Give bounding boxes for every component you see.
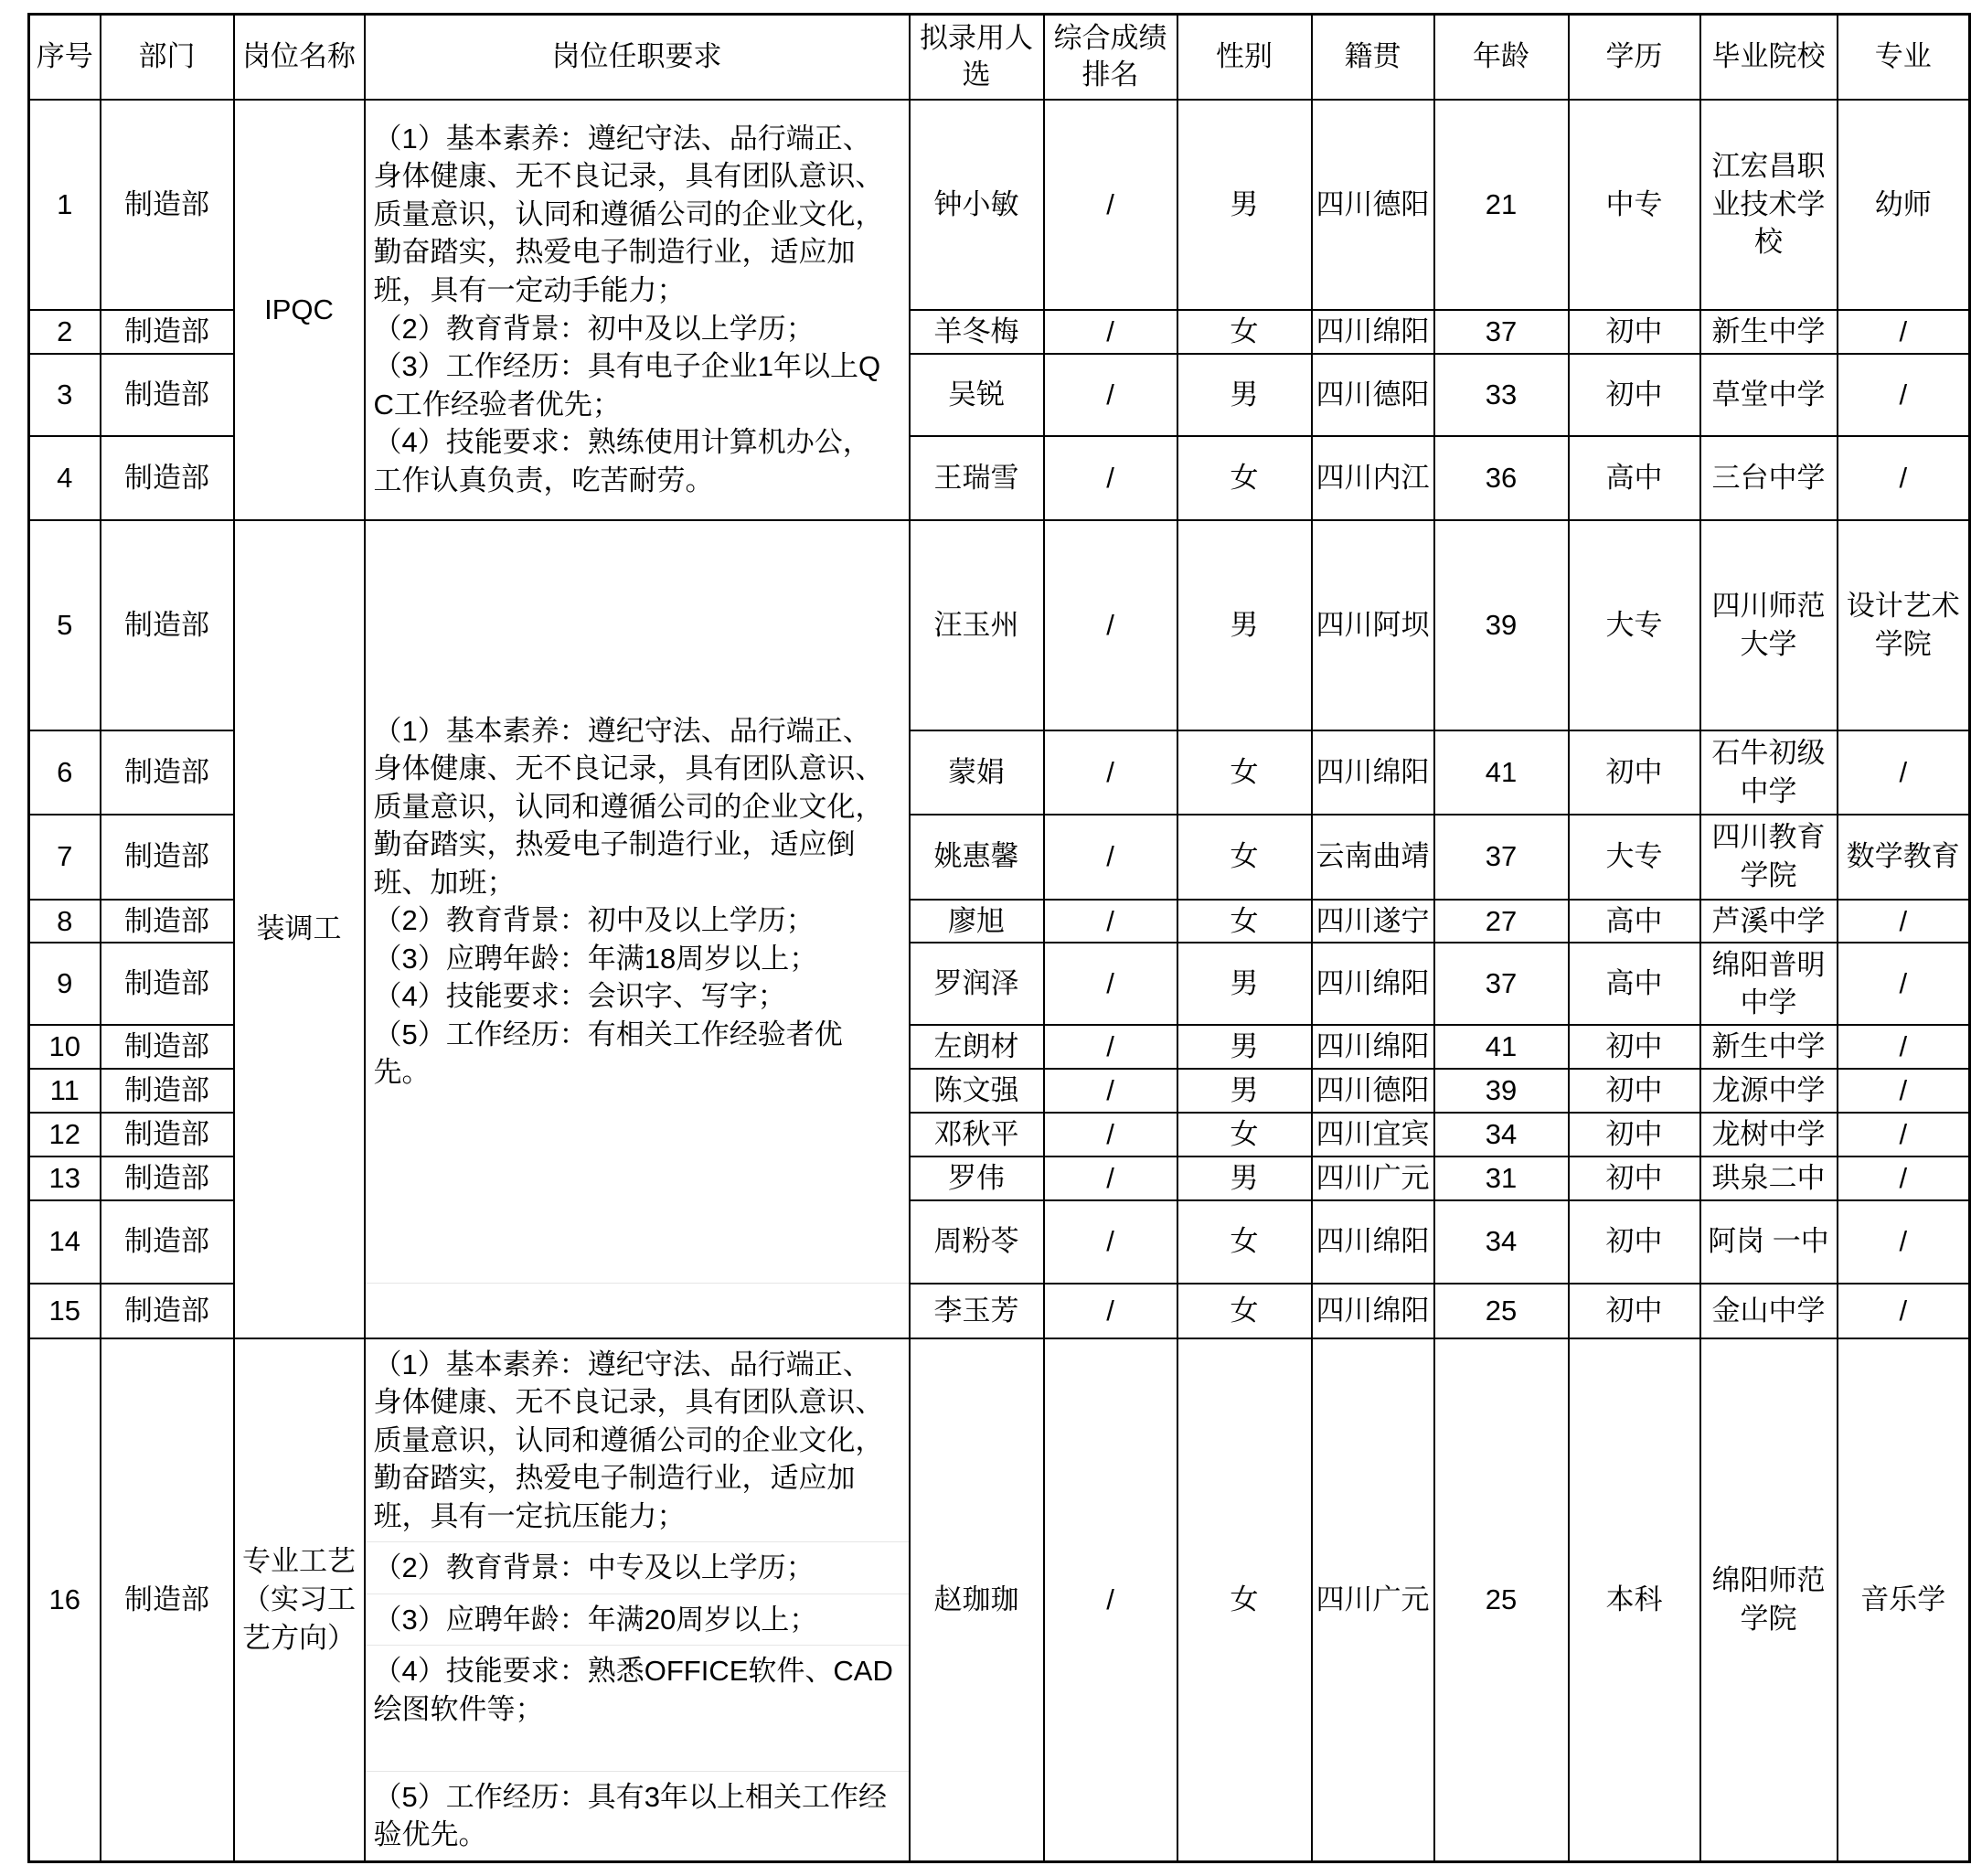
cell-candidate-name: 姚惠馨 [910,815,1044,900]
cell-major: / [1838,730,1970,815]
cell-rank: / [1044,520,1177,730]
cell-school: 龙树中学 [1700,1113,1838,1157]
cell-origin: 四川绵阳 [1312,730,1434,815]
cell-no: 9 [29,943,101,1025]
requirement-item: （1）基本素养：遵纪守法、品行端正、身体健康、无不良记录，具有团队意识、质量意识，认同和遵循公司的企业文化，勤奋踏实，热爱电子制造行业，适应倒班、加班； [373,714,884,899]
cell-rank: / [1044,900,1177,943]
cell-origin: 四川宜宾 [1312,1113,1434,1157]
cell-education: 中专 [1569,100,1700,310]
cell-education: 初中 [1569,310,1700,354]
cell-position-gongyi: 专业工艺（实习工艺方向） [234,1338,365,1861]
cell-no: 1 [29,100,101,310]
cell-dept: 制造部 [101,520,234,730]
cell-age: 37 [1434,815,1569,900]
cell-dept: 制造部 [101,1200,234,1284]
cell-no: 3 [29,354,101,436]
cell-education: 初中 [1569,1069,1700,1113]
cell-age: 25 [1434,1284,1569,1338]
cell-rank: / [1044,1338,1177,1861]
header-cell-major: 专业 [1838,15,1970,100]
header-cell-dept: 部门 [101,15,234,100]
requirement-item: （1）基本素养：遵纪守法、品行端正、身体健康、无不良记录，具有团队意识、质量意识，认同和遵循公司的企业文化，勤奋踏实，热爱电子制造行业，适应加班，具有一定动手能力； [373,122,884,306]
table-row [29,1338,1970,1861]
header-cell-candidate: 拟录用人选 [910,15,1044,100]
cell-major: / [1838,310,1970,354]
cell-education: 初中 [1569,1157,1700,1200]
cell-age: 37 [1434,943,1569,1025]
cell-education: 初中 [1569,1025,1700,1069]
cell-gender: 男 [1177,354,1312,436]
cell-rank: / [1044,436,1177,520]
table-row [29,100,1970,310]
cell-origin: 四川阿坝 [1312,520,1434,730]
cell-school: 新生中学 [1700,310,1838,354]
cell-origin: 四川广元 [1312,1157,1434,1200]
cell-school: 石牛初级中学 [1700,730,1838,815]
cell-candidate-name: 周粉苓 [910,1200,1044,1284]
cell-candidate-name: 邓秋平 [910,1113,1044,1157]
cell-rank: / [1044,730,1177,815]
cell-major: / [1838,943,1970,1025]
cell-rank: / [1044,1157,1177,1200]
cell-candidate-name: 罗润泽 [910,943,1044,1025]
header-cell-position: 岗位名称 [234,15,365,100]
cell-no: 13 [29,1157,101,1200]
cell-age: 37 [1434,310,1569,354]
cell-origin: 四川广元 [1312,1338,1434,1861]
cell-education: 大专 [1569,815,1700,900]
cell-rank: / [1044,1284,1177,1338]
cell-origin: 四川绵阳 [1312,943,1434,1025]
cell-no: 14 [29,1200,101,1284]
cell-education: 本科 [1569,1338,1700,1861]
cell-major: 音乐学 [1838,1338,1970,1861]
cell-dept: 制造部 [101,730,234,815]
cell-major: 设计艺术学院 [1838,520,1970,730]
cell-position-ipqc: IPQC [234,100,365,520]
cell-education: 初中 [1569,1200,1700,1284]
cell-education: 初中 [1569,354,1700,436]
cell-no: 4 [29,436,101,520]
cell-dept: 制造部 [101,943,234,1025]
requirement-item: （2）教育背景：中专及以上学历； [366,1541,909,1594]
cell-candidate-name: 李玉芳 [910,1284,1044,1338]
cell-education: 初中 [1569,1284,1700,1338]
cell-origin: 四川内江 [1312,436,1434,520]
cell-rank: / [1044,1025,1177,1069]
cell-gender: 女 [1177,1338,1312,1861]
cell-education: 高中 [1569,436,1700,520]
cell-age: 39 [1434,1069,1569,1113]
cell-rank: / [1044,310,1177,354]
cell-candidate-name: 吴锐 [910,354,1044,436]
cell-no: 15 [29,1284,101,1338]
cell-requirements-zhuangtiao [365,520,910,1284]
cell-dept: 制造部 [101,310,234,354]
cell-school: 龙源中学 [1700,1069,1838,1113]
cell-gender: 女 [1177,815,1312,900]
cell-age: 27 [1434,900,1569,943]
cell-school: 阿岗 一中 [1700,1200,1838,1284]
cell-origin: 四川绵阳 [1312,1025,1434,1069]
cell-dept: 制造部 [101,1113,234,1157]
requirement-item: （2）教育背景：初中及以上学历； [373,904,815,937]
cell-gender: 女 [1177,1113,1312,1157]
cell-age: 39 [1434,520,1569,730]
cell-age: 21 [1434,100,1569,310]
cell-origin: 四川绵阳 [1312,1200,1434,1284]
cell-candidate-name: 陈文强 [910,1069,1044,1113]
cell-no: 6 [29,730,101,815]
cell-age: 34 [1434,1200,1569,1284]
recruitment-table [27,13,1971,1863]
cell-gender: 女 [1177,1284,1312,1338]
cell-candidate-name: 汪玉州 [910,520,1044,730]
cell-rank: / [1044,1113,1177,1157]
cell-rank: / [1044,815,1177,900]
cell-dept: 制造部 [101,436,234,520]
cell-no: 12 [29,1113,101,1157]
header-cell-origin: 籍贯 [1312,15,1434,100]
cell-school: 新生中学 [1700,1025,1838,1069]
requirement-item: （3）应聘年龄：年满20周岁以上； [366,1594,909,1646]
cell-no: 11 [29,1069,101,1113]
header-cell-education: 学历 [1569,15,1700,100]
cell-major: 数学教育 [1838,815,1970,900]
cell-school: 江宏昌职业技术学校 [1700,100,1838,310]
cell-no: 8 [29,900,101,943]
table-row [29,520,1970,730]
cell-gender: 女 [1177,436,1312,520]
requirement-item: （3）工作经历：具有电子企业1年以上QC工作经验者优先； [373,350,881,421]
cell-dept: 制造部 [101,100,234,310]
cell-origin: 四川德阳 [1312,354,1434,436]
cell-position-zhuangtiao: 装调工 [234,520,365,1338]
requirement-item: （4）技能要求：熟悉OFFICE软件、CAD绘图软件等； [366,1645,909,1770]
cell-candidate-name: 赵珈珈 [910,1338,1044,1861]
requirement-item: （3）应聘年龄：年满18周岁以上； [373,942,818,975]
cell-candidate-name: 钟小敏 [910,100,1044,310]
cell-rank: / [1044,1069,1177,1113]
cell-major: / [1838,1284,1970,1338]
header-cell-age: 年龄 [1434,15,1569,100]
cell-gender: 男 [1177,1069,1312,1113]
cell-gender: 男 [1177,100,1312,310]
cell-school: 草堂中学 [1700,354,1838,436]
cell-gender: 女 [1177,310,1312,354]
cell-school: 三台中学 [1700,436,1838,520]
cell-dept: 制造部 [101,1338,234,1861]
cell-age: 34 [1434,1113,1569,1157]
cell-requirements-empty [365,1284,910,1338]
cell-dept: 制造部 [101,1284,234,1338]
cell-dept: 制造部 [101,354,234,436]
cell-origin: 云南曲靖 [1312,815,1434,900]
cell-origin: 四川德阳 [1312,100,1434,310]
cell-rank: / [1044,1200,1177,1284]
cell-origin: 四川遂宁 [1312,900,1434,943]
cell-gender: 男 [1177,1157,1312,1200]
cell-candidate-name: 罗伟 [910,1157,1044,1200]
cell-age: 41 [1434,730,1569,815]
cell-dept: 制造部 [101,1025,234,1069]
cell-age: 33 [1434,354,1569,436]
header-row [29,15,1970,100]
cell-dept: 制造部 [101,1069,234,1113]
cell-candidate-name: 蒙娟 [910,730,1044,815]
cell-origin: 四川绵阳 [1312,1284,1434,1338]
cell-gender: 女 [1177,900,1312,943]
cell-school: 绵阳师范学院 [1700,1338,1838,1861]
cell-education: 初中 [1569,730,1700,815]
cell-education: 高中 [1569,943,1700,1025]
cell-candidate-name: 左朗材 [910,1025,1044,1069]
cell-gender: 男 [1177,943,1312,1025]
cell-major: / [1838,1113,1970,1157]
cell-no: 7 [29,815,101,900]
cell-gender: 男 [1177,520,1312,730]
cell-gender: 女 [1177,730,1312,815]
cell-dept: 制造部 [101,1157,234,1200]
cell-candidate-name: 王瑞雪 [910,436,1044,520]
cell-rank: / [1044,100,1177,310]
cell-school: 芦溪中学 [1700,900,1838,943]
cell-school: 绵阳普明中学 [1700,943,1838,1025]
requirement-item: （1）基本素养：遵纪守法、品行端正、身体健康、无不良记录，具有团队意识、质量意识，认同和遵循公司的企业文化，勤奋踏实，热爱电子制造行业，适应加班，具有一定抗压能力； [373,1348,884,1532]
cell-school: 四川教育学院 [1700,815,1838,900]
header-cell-no: 序号 [29,15,101,100]
cell-school: 四川师范大学 [1700,520,1838,730]
cell-major: / [1838,900,1970,943]
cell-major: 幼师 [1838,100,1970,310]
cell-major: / [1838,354,1970,436]
cell-gender: 男 [1177,1025,1312,1069]
cell-education: 高中 [1569,900,1700,943]
cell-major: / [1838,1025,1970,1069]
header-cell-gender: 性别 [1177,15,1312,100]
cell-age: 31 [1434,1157,1569,1200]
requirement-item: （2）教育背景：初中及以上学历； [373,312,815,345]
cell-education: 大专 [1569,520,1700,730]
cell-no: 10 [29,1025,101,1069]
cell-dept: 制造部 [101,815,234,900]
cell-age: 36 [1434,436,1569,520]
cell-major: / [1838,436,1970,520]
cell-candidate-name: 廖旭 [910,900,1044,943]
header-cell-rank: 综合成绩排名 [1044,15,1177,100]
cell-no: 16 [29,1338,101,1861]
requirement-item: （4）技能要求：会识字、写字； [373,980,786,1013]
requirement-item: （5）工作经历：有相关工作经验者优先。 [373,1018,843,1089]
cell-dept: 制造部 [101,900,234,943]
cell-no: 2 [29,310,101,354]
cell-requirements-ipqc [365,100,910,520]
cell-age: 41 [1434,1025,1569,1069]
cell-origin: 四川绵阳 [1312,310,1434,354]
cell-education: 初中 [1569,1113,1700,1157]
header-cell-requirements: 岗位任职要求 [365,15,910,100]
cell-candidate-name: 羊冬梅 [910,310,1044,354]
cell-major: / [1838,1157,1970,1200]
cell-origin: 四川德阳 [1312,1069,1434,1113]
cell-major: / [1838,1069,1970,1113]
header-cell-school: 毕业院校 [1700,15,1838,100]
cell-school: 金山中学 [1700,1284,1838,1338]
cell-major: / [1838,1200,1970,1284]
cell-school: 珙泉二中 [1700,1157,1838,1200]
cell-gender: 女 [1177,1200,1312,1284]
requirement-item: （5）工作经历：具有3年以上相关工作经验优先。 [366,1771,909,1860]
cell-rank: / [1044,943,1177,1025]
cell-age: 25 [1434,1338,1569,1861]
requirement-item: （4）技能要求：熟练使用计算机办公，工作认真负责，吃苦耐劳。 [373,426,871,496]
cell-requirements-gongyi [365,1338,910,1861]
cell-rank: / [1044,354,1177,436]
cell-no: 5 [29,520,101,730]
